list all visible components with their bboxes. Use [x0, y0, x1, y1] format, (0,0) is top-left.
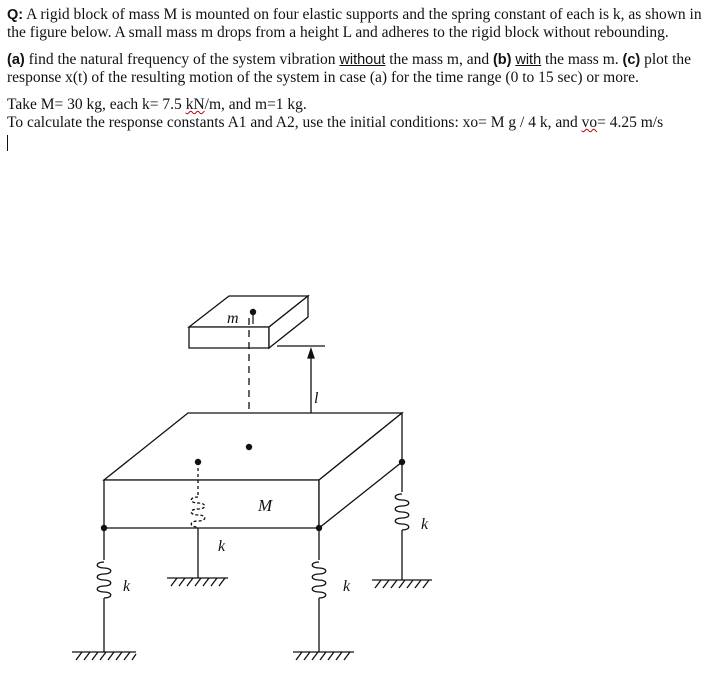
- given-line-1-post: /m, and m=1 kg.: [204, 96, 307, 113]
- label-k-front-right: k: [343, 578, 351, 595]
- small-mass-front: [189, 327, 269, 348]
- question-label: Q:: [7, 7, 24, 23]
- label-m: m: [227, 310, 239, 327]
- spring-fl-dot: [101, 525, 107, 531]
- given-line-2-post: = 4.25 m/s: [597, 114, 664, 131]
- task-c-label: (c): [622, 52, 641, 68]
- given-line-1-pre: Take M= 30 kg, each k= 7.5: [7, 96, 182, 113]
- ground-back-left: [167, 578, 228, 586]
- given-vo: vo: [581, 114, 598, 131]
- block-front: [104, 480, 319, 528]
- task-c-text: plot the response x(t) of the resulting motion of the system in case (a) for the time range (0 to 15 sec) or more.: [7, 51, 692, 86]
- spring-fl-coils: [97, 562, 111, 598]
- arrow-up-head: [308, 349, 314, 358]
- spring-fr-coils: [312, 562, 326, 598]
- label-k-front-left: k: [123, 578, 131, 595]
- ground-back-right: [372, 580, 432, 588]
- spring-br-dot: [399, 459, 405, 465]
- spring-fr-dot: [316, 525, 322, 531]
- impact-dot: [246, 444, 252, 450]
- task-a-text-2: the mass m, and: [389, 51, 490, 68]
- task-a-without: without: [339, 52, 386, 68]
- given-unit: kN: [185, 96, 205, 113]
- label-M: M: [258, 496, 273, 515]
- task-b-label: (b): [492, 52, 512, 68]
- question-text: A rigid block of mass M is mounted on four elastic supports and the spring constant of each is k, as shown in the figure below. A small mass m drops from a height L and adheres to the rigid block without rebounding.: [7, 6, 702, 41]
- task-a-label: (a): [7, 52, 25, 68]
- given-line-2-pre: To calculate the response constants A1 and A2, use the initial conditions: xo= M g / 4 k, and: [7, 114, 578, 131]
- label-k-back-left: k: [218, 538, 226, 555]
- task-b-with: with: [515, 52, 542, 68]
- label-l: l: [314, 390, 319, 407]
- task-a-text: find the natural frequency of the system vibration: [28, 51, 336, 68]
- task-b-text: the mass m.: [545, 51, 619, 68]
- hidden-spring-dot: [195, 459, 201, 465]
- ground-front-right: [293, 652, 354, 660]
- label-k-back-right: k: [421, 516, 429, 533]
- ground-front-left: [72, 652, 136, 660]
- spring-br-coils: [395, 494, 409, 530]
